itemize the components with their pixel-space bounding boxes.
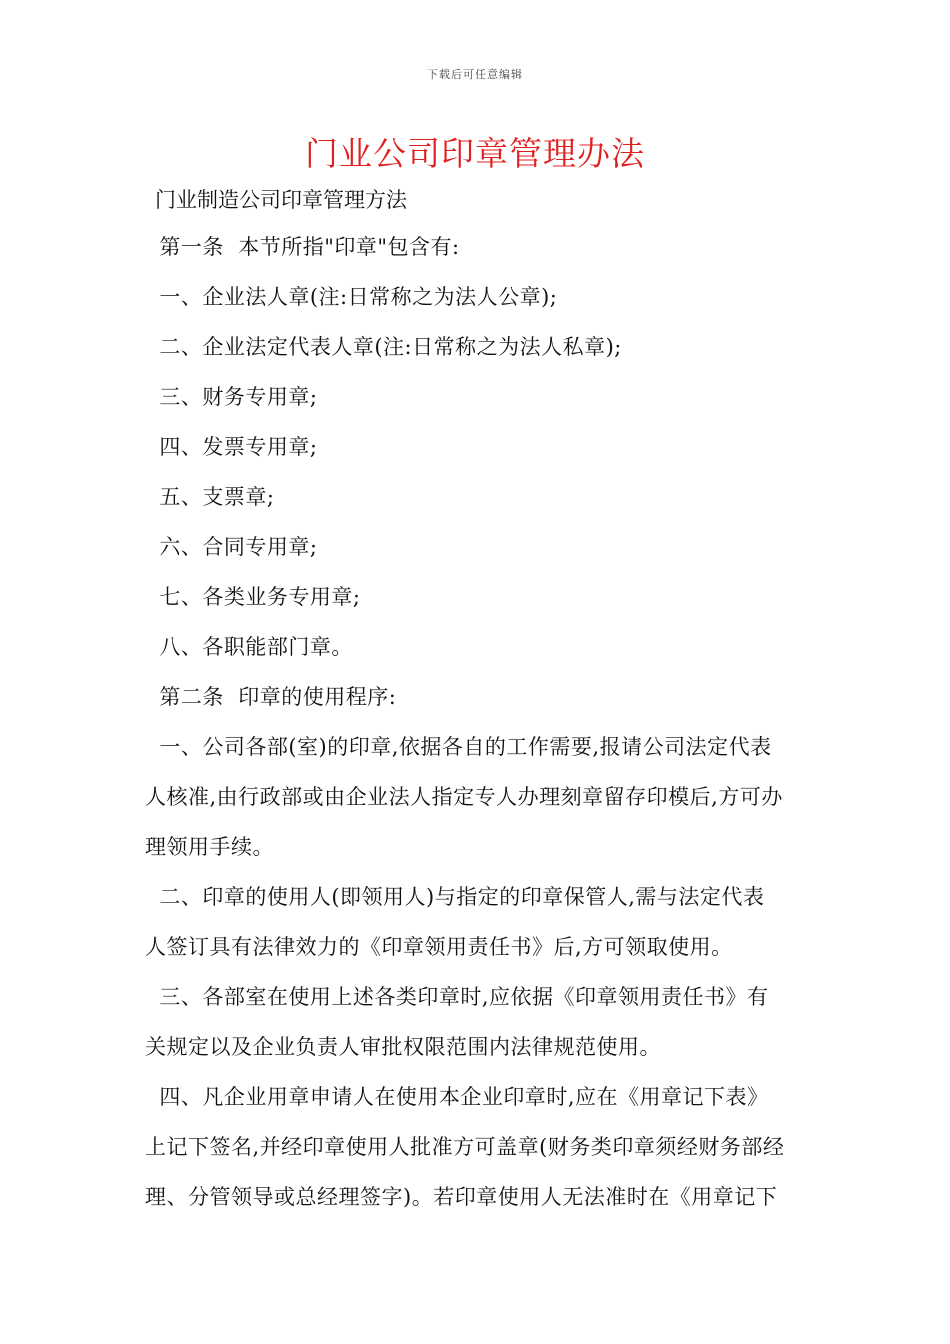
document-body [145, 222, 810, 1222]
paragraph-line: 五、支票章; [145, 485, 275, 509]
paragraph-line: 二、企业法定代表人章(注:日常称之为法人私章); [145, 335, 622, 359]
paragraph-line: 一、企业法人章(注:日常称之为法人公章); [145, 285, 558, 309]
paragraph-line: 六、合同专用章; [145, 535, 318, 559]
paragraph-line: 第二条 印章的使用程序: [145, 685, 397, 709]
paragraph-line: 人签订具有法律效力的《印章领用责任书》后,方可领取使用。 [145, 935, 733, 959]
paragraph-line: 四、凡企业用章申请人在使用本企业印章时,应在《用章记下表》 [145, 1085, 769, 1109]
paragraph-line: 人核准,由行政部或由企业法人指定专人办理刻章留存印模后,方可办 [145, 785, 783, 809]
document-subtitle: 门业制造公司印章管理方法 [155, 188, 407, 212]
paragraph-line: 理、分管领导或总经理签字)。若印章使用人无法准时在《用章记下 [145, 1185, 778, 1209]
page-header-note: 下载后可任意编辑 [427, 68, 523, 81]
paragraph-line: 二、印章的使用人(即领用人)与指定的印章保管人,需与法定代表 [145, 885, 765, 909]
paragraph-line: 第一条 本节所指"印章"包含有: [145, 235, 460, 259]
paragraph-line: 三、各部室在使用上述各类印章时,应依据《印章领用责任书》有 [145, 985, 769, 1009]
paragraph-line: 八、各职能部门章。 [145, 635, 353, 659]
paragraph-line: 上记下签名,并经印章使用人批准方可盖章(财务类印章须经财务部经 [145, 1135, 785, 1159]
paragraph-line: 七、各类业务专用章; [145, 585, 361, 609]
paragraph-line: 理领用手续。 [145, 835, 274, 859]
paragraph-line: 三、财务专用章; [145, 385, 318, 409]
paragraph-line: 四、发票专用章; [145, 435, 318, 459]
paragraph-line: 一、公司各部(室)的印章,依据各自的工作需要,报请公司法定代表 [145, 735, 772, 759]
paragraph-line: 关规定以及企业负责人审批权限范围内法律规范使用。 [145, 1035, 661, 1059]
document-title: 门业公司印章管理办法 [305, 134, 645, 173]
